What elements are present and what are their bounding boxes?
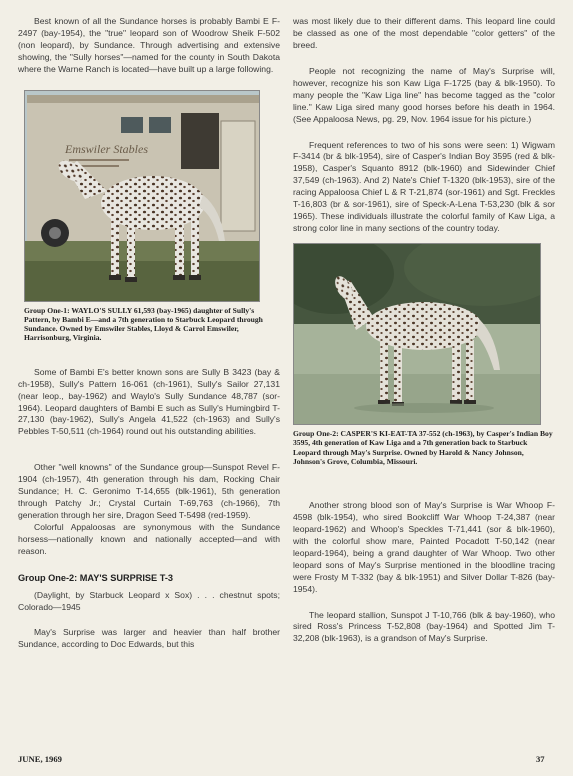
caption-waylos-sully: Group One-1: WAYLO'S SULLY 61,593 (bay-1965) daughter of Sully's Pattern, by Bambi E—and a 7th generation to Starbuck Leopard through Sundance. Owned by Emswiler Stables, Lloyd & Carrol Emswiler, Harrisonburg, Virginia. [24, 305, 263, 343]
paragraph-dams: was most likely due to their different dams. This leopard line could be classed as one of the most dependable "color getters" of the breed. [293, 16, 555, 50]
photo-caspers-ki-eat-ta [293, 243, 541, 425]
right-column [293, 16, 555, 645]
paragraph-mays-surprise-size: May's Surprise was larger and heavier than half brother Sundance, according to Doc Edwards, but this [18, 627, 280, 650]
caption-caspers-ki-eat-ta: Group One-2: CASPER'S KI-EAT-TA 37-552 (ch-1963), by Casper's Indian Boy 3595, 4th generation of Kaw Liga and a 7th generation back to Starbuck Leopard through May's Surprise. Owned by Harold & Nancy Johnson, Johnson's Grove, Columbia, Missouri. [293, 429, 553, 466]
footer-date: JUNE, 1969 [18, 754, 62, 764]
paragraph-war-whoop: Another strong blood son of May's Surprise is War Whoop F-4598 (blk-1954), who sired Bookcliff War Whoop T-24,387 (near leopard-1962) and Whoop's Speckles T-71,441 (sor & blk-1960), with the colorful show mare, Painted Pocadott T-50,142 (near leopard-1964), being a grand daughter of War Whoop. Two other leopard sons of May's Surprise mentioned in the bloodline tracing were Frosty M T-332 (bay & blk-1951) and Silver Dollar T-826 (bay-1954). [293, 500, 555, 594]
left-column [18, 16, 280, 651]
paragraph-colorful-appaloosas: Colorful Appaloosas are synonymous with the Sundance horsess—nationally known and nationally accepted—and with reason. [18, 522, 280, 556]
paragraph-well-knowns: Other "well knowns" of the Sundance group—Sunspot Revel F-1904 (ch-1957), 4th generation through his dam, Rocking Chair Sundance; H. C. Geronimo T-14,655 (blk-1961), 5th generation through Patchy Jr.; Crystal Curtain T-69,763 (ch-1966), 7th generation through her sire, Dragon Seed T-5498 (red-1959). [18, 462, 280, 521]
trailer-lettering: Emswiler Stables [65, 141, 148, 156]
paragraph-kaw-liga: People not recognizing the name of May's Surprise will, however, recognize his son Kaw Liga F-1725 (bay & blk-1950). To many people the "Kaw Liga line" has become tagged as the "color line." Kaw Liga sired many good horses before his death in 1964. (See Appaloosa News, pg. 29, Nov. 1964 issue for his picture.) [293, 65, 555, 124]
paragraph-mays-surprise-pedigree: (Daylight, by Starbuck Leopard x Sox) . . . chestnut spots; Colorado—1945 [18, 589, 280, 612]
paragraph-frequent-references: Frequent references to two of his sons were seen: 1) Wigwam F-3414 (br & blk-1954), sire of Casper's Indian Boy 3595 (red & blk-1958), Casper's Squanto 8912 (blk-1960) and Sidewinder Chief 37,549 (ch-1963). And 2) Nate's Chief T-1320 (blk-1953), sire of the racing Appaloosa Chief L & R T-21,874 (sor-1961) and Sgt. Freckles T-16,803 (br & sor-1961), sire of Speck-A-Lena T-53,230 (blk & sor 1965). These individuals illustrate the colorful family of Kaw Liga, a strong color line in many sections of the country today. [293, 139, 555, 234]
paragraph-bambi-e: Best known of all the Sundance horses is probably Bambi E F-2497 (bay-1954), the "true" leopard son of Woodrow Sheik F-502 (non leopard), by Sundance. Through advertising and extensive showing, the "Sully horses"—named for the county in South Dakota where the Warne Ranch is located—have built up a large following. [18, 16, 280, 74]
photo-waylos-sully [24, 90, 260, 302]
horse-field-photo [294, 244, 541, 425]
horse-trailer-photo [25, 91, 260, 302]
paragraph-sunspot-j: The leopard stallion, Sunspot J T-10,766 (blk & bay-1960), who sired Ross's Princess T-52,808 (bay-1964) and Spotted Jim T-32,208 (blk-1963), is a grandson of May's Surprise. [293, 609, 555, 644]
paragraph-bambi-e-sons: Some of Bambi E's better known sons are Sully B 3423 (bay & ch-1958), Sully's Pattern 16-061 (ch-1961), Sully's Sailor 27,131 (near leop., bay-1962) and Waylo's Sully Sundance 48,787 (sor- 1964). Leopard daughters of Bambi E such as Sully's Humingbird T-27,130 (bay-1962), Sully's Angela 41,522 (ch-1963) and Sully's Pebbles T-50,511 (ch-1964) round out his outstanding abilities. [18, 366, 280, 437]
section-heading-mays-surprise: Group One-2: MAY'S SURPRISE T-3 [18, 572, 173, 583]
page-number: 37 [536, 754, 545, 764]
